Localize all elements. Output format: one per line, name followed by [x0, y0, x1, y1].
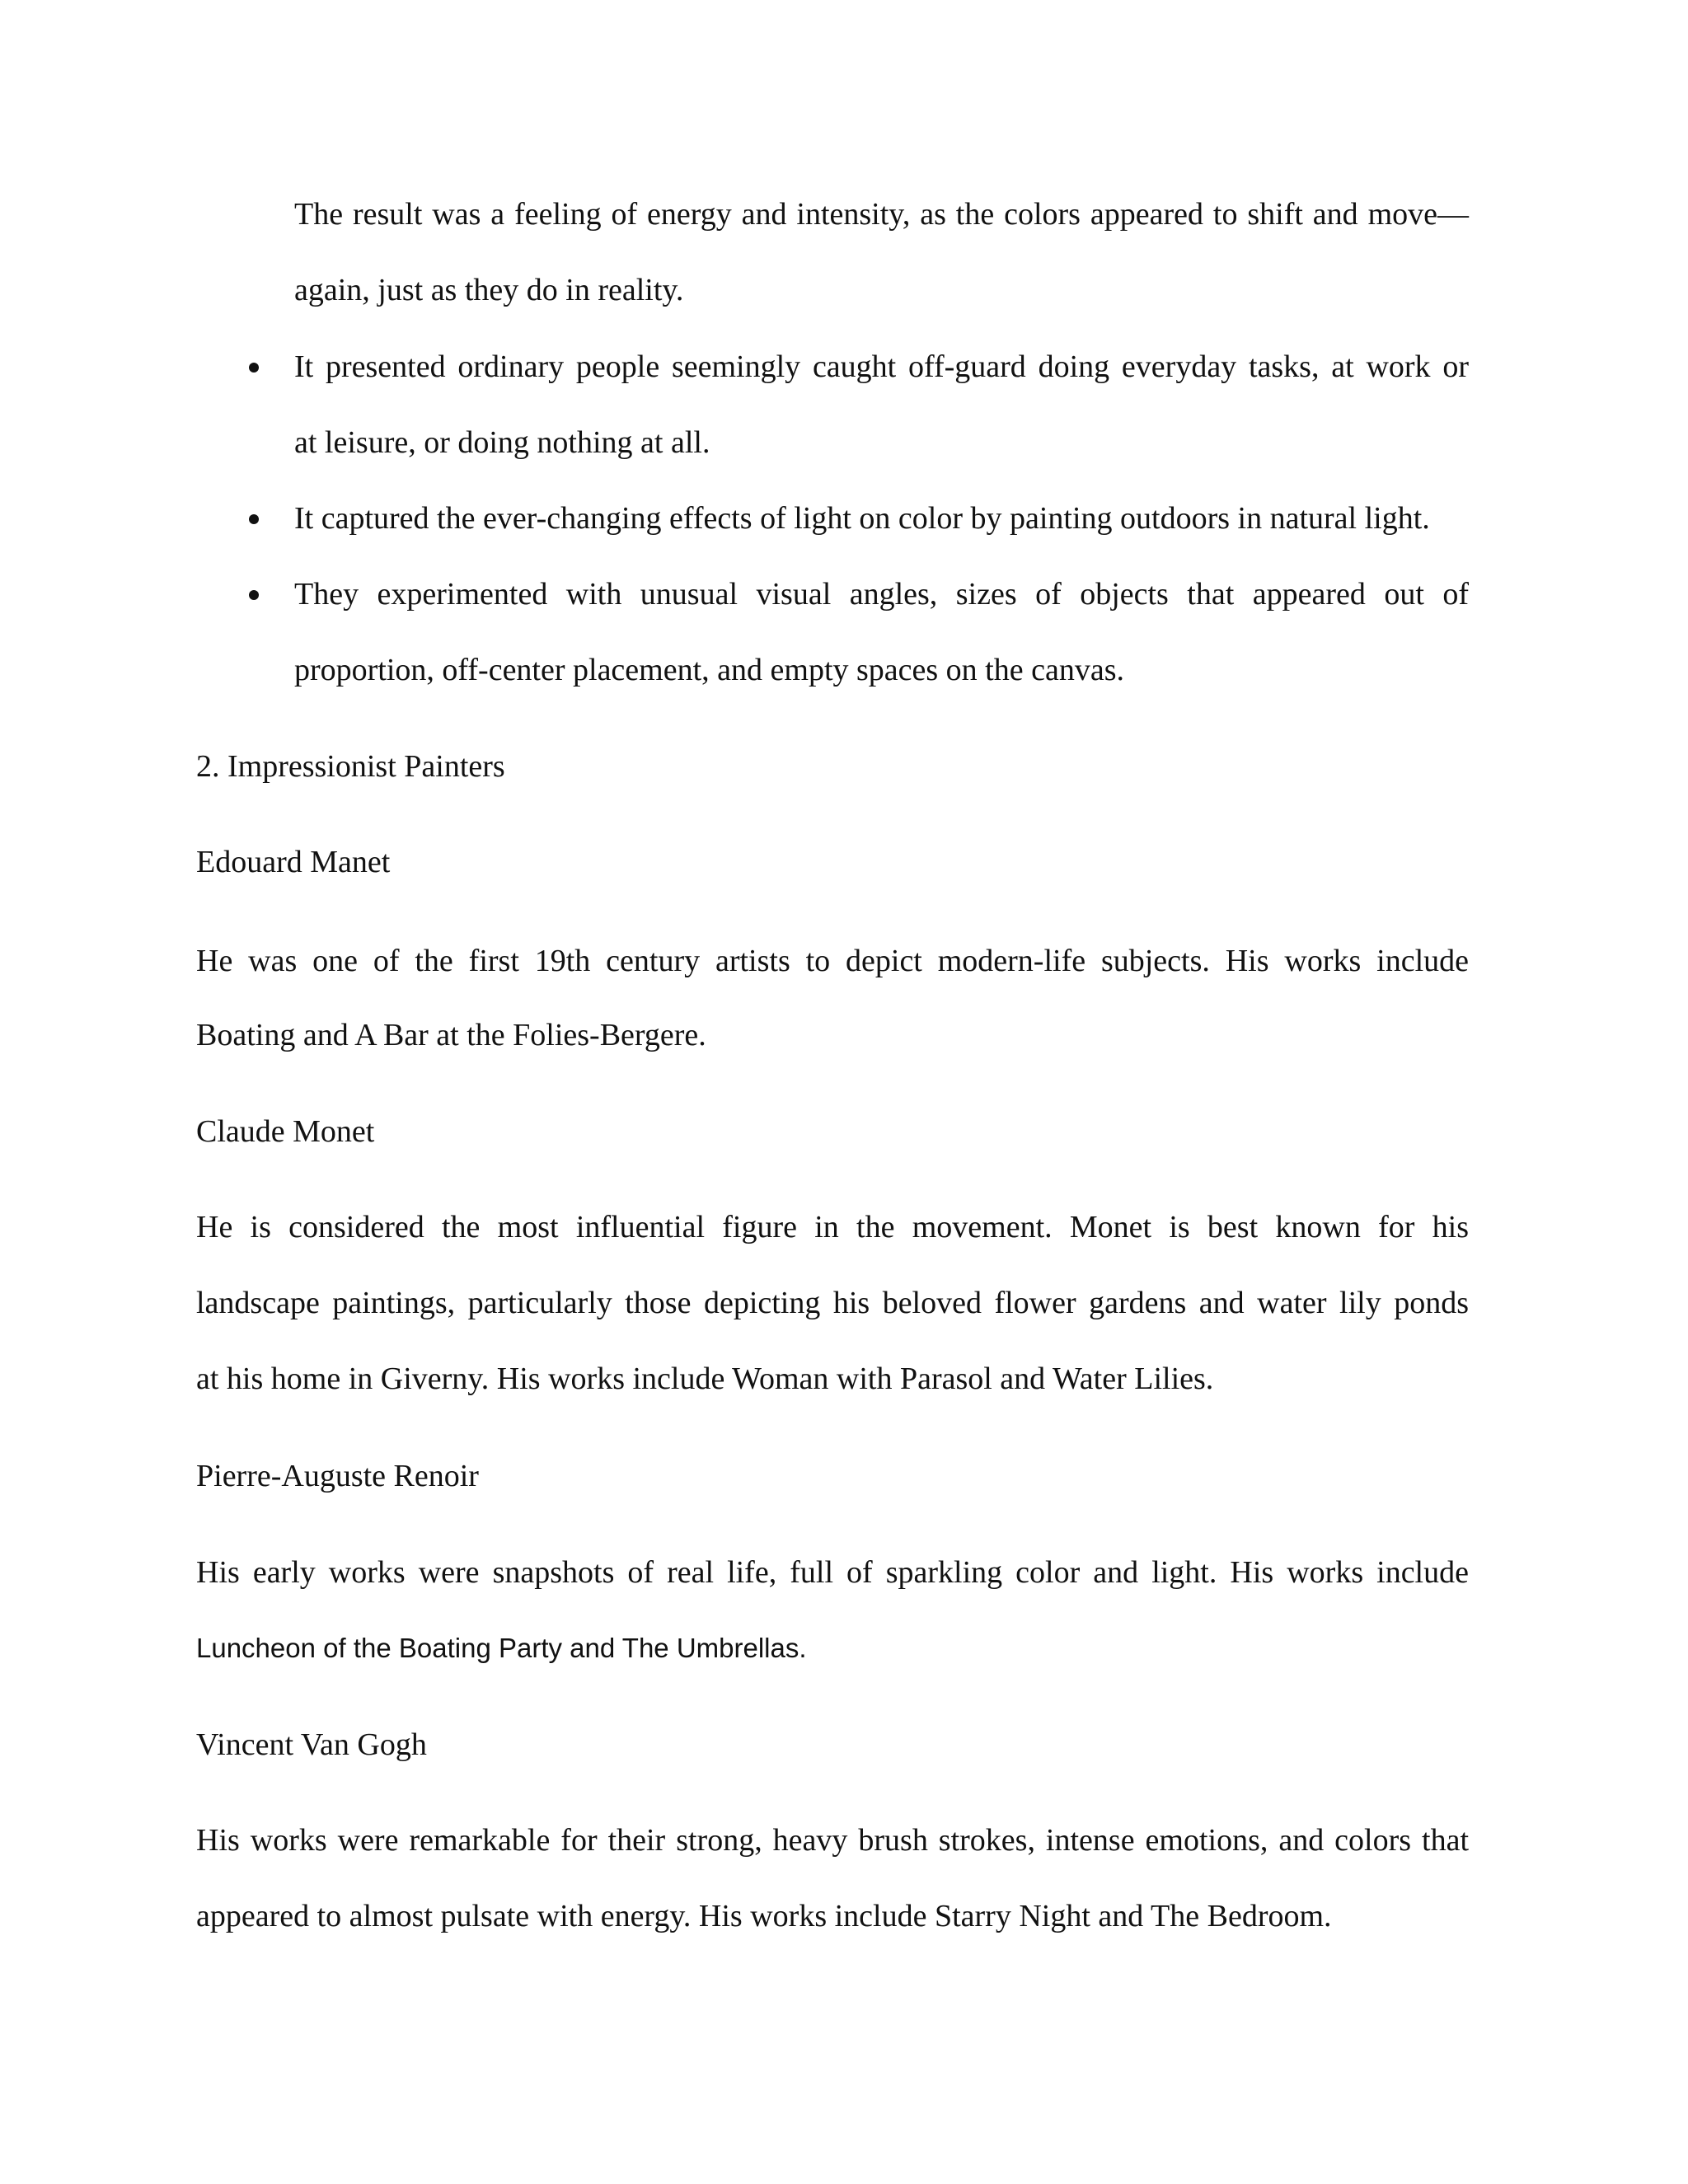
- bullet-item-line: It captured the ever-changing effects of light on color by painting outdoors in natural light.: [294, 501, 1430, 536]
- bullet-item-line: They experimented with unusual visual angles, sizes of objects that appeared out of: [294, 577, 1469, 612]
- painter-description-line: He was one of the first 19th century artists to depict modern-life subjects. His works include: [196, 944, 1469, 978]
- painter-description-line: at his home in Giverny. His works include Woman with Parasol and Water Lilies.: [196, 1361, 1214, 1396]
- painter-description-line: He is considered the most influential figure in the movement. Monet is best known for his: [196, 1210, 1469, 1244]
- bullet-dot: [249, 363, 259, 373]
- painter-name: Edouard Manet: [196, 845, 391, 879]
- painter-description-line: His early works were snapshots of real life, full of sparkling color and light. His works include: [196, 1555, 1469, 1590]
- bullet-dot: [249, 590, 259, 600]
- bullet-continuation-line: The result was a feeling of energy and intensity, as the colors appeared to shift and move—: [294, 197, 1469, 232]
- bullet-item-line: proportion, off-center placement, and empty spaces on the canvas.: [294, 653, 1124, 687]
- bullet-item-line: at leisure, or doing nothing at all.: [294, 425, 710, 460]
- painter-name: Pierre-Auguste Renoir: [196, 1459, 479, 1493]
- painter-description-line: landscape paintings, particularly those depicting his beloved flower gardens and water lily ponds: [196, 1286, 1469, 1320]
- painter-name: Claude Monet: [196, 1114, 375, 1149]
- painter-description-line: Boating and A Bar at the Folies-Bergere.: [196, 1018, 706, 1052]
- painter-description-line: appeared to almost pulsate with energy. His works include Starry Night and The Bedroom.: [196, 1899, 1332, 1933]
- painter-description-line: His works were remarkable for their strong, heavy brush strokes, intense emotions, and colors that: [196, 1823, 1469, 1858]
- painter-description-line: Luncheon of the Boating Party and The Umbrellas.: [196, 1633, 807, 1663]
- bullet-dot: [249, 514, 259, 524]
- bullet-continuation-line: again, just as they do in reality.: [294, 273, 684, 307]
- painter-name: Vincent Van Gogh: [196, 1727, 427, 1762]
- bullet-item-line: It presented ordinary people seemingly caught off-guard doing everyday tasks, at work or: [294, 349, 1469, 384]
- section-heading: 2. Impressionist Painters: [196, 749, 505, 784]
